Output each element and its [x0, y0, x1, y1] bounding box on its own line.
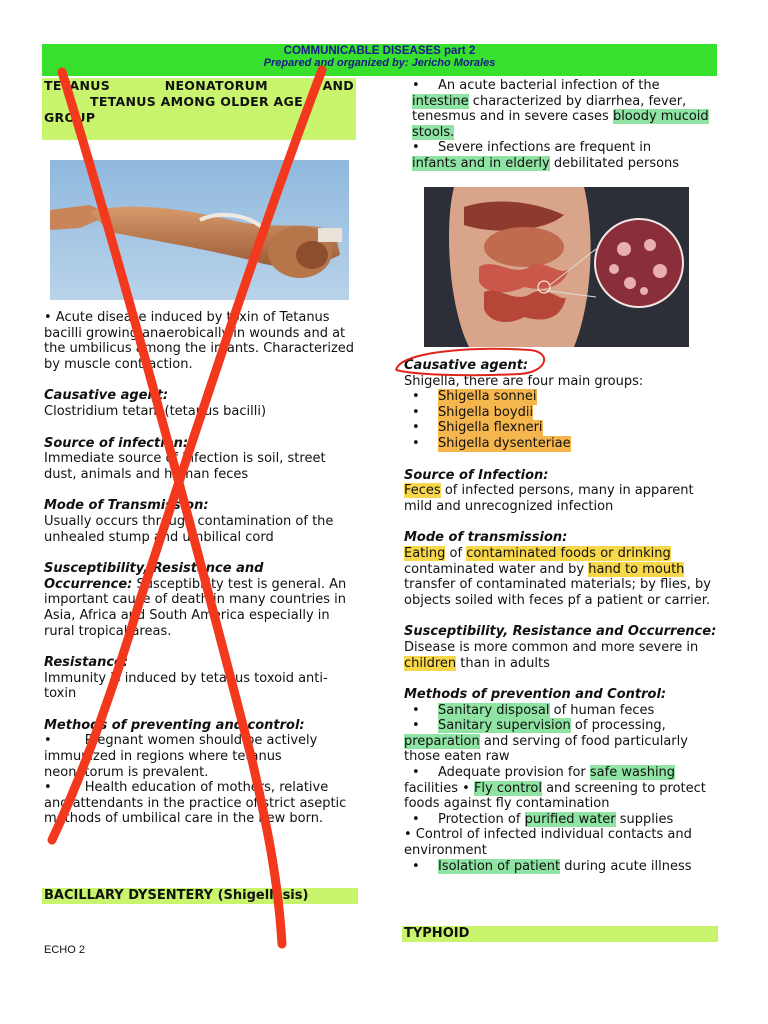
document-subtitle: Prepared and organized by: Jericho Morales [263, 57, 496, 69]
method-item-cont: facilities • Fly control and screening to protect foods against fly contamination [404, 780, 706, 812]
document-header [42, 44, 717, 76]
document-title: COMMUNICABLE DISEASES part 2 [283, 45, 476, 57]
title-line: TETANUS AMONG OLDER AGE [90, 94, 303, 109]
title-word: AND [322, 78, 354, 93]
title-line: GROUP [44, 110, 96, 125]
method-item: • Isolation of patient during acute illness [412, 858, 692, 874]
causative-agent-text: Shigella, there are four main groups: [404, 373, 644, 389]
tetanus-content [44, 310, 356, 827]
tetanus-method-item: • Pregnant women should be actively immunized in regions where tetanus neonatorum is prevalent. [44, 733, 318, 780]
typhoid-heading: TYPHOID [402, 926, 718, 942]
shigella-item: • Shigella sonnei [412, 389, 537, 405]
intestine-illustration [424, 187, 689, 347]
tetanus-causative-heading: Causative agent: [44, 388, 169, 404]
tetanus-susc-text: Susceptibility test is general. An important cause of death in many countries in Asia, Africa and South America especially in rural tropical areas. [44, 576, 347, 639]
tetanus-susc-heading: Susceptibility, Resistance and Occurrence: [44, 561, 264, 592]
tetanus-intro: • Acute disease induced by toxin of Tetanus bacilli growing anaerobically in wounds and at the umbilicus among the infants. Characterized by muscle contraction. [44, 310, 355, 372]
shigella-item: • Shigella dysenteriae [412, 435, 571, 451]
shigella-item: • Shigella flexneri [412, 420, 543, 436]
tetanus-causative-text: Clostridium tetani (tetanus bacilli) [44, 403, 267, 419]
tetanus-title [42, 78, 356, 140]
tetanus-resistance-text: Immunity is induced by tetanus toxoid anti-toxin [44, 670, 328, 702]
tetanus-mode-text-2: unhealed stump and umbilical cord [44, 529, 274, 545]
method-item: • Adequate provision for safe washing [412, 765, 676, 781]
tetanus-infant-photo [50, 160, 349, 300]
title-word: NEONATORUM [164, 78, 268, 93]
tetanus-source-heading: Source of infection: [44, 435, 189, 451]
tetanus-source-text: Immediate source of infection is soil, street dust, animals and human feces [44, 451, 326, 482]
tetanus-mode-text: Usually occurs through contamination of the [44, 513, 334, 529]
shigellosis-intro [404, 78, 719, 172]
intro-bullet: • An acute bacterial infection of the [412, 78, 660, 93]
mode-text: Eating of contaminated foods or drinking contaminated water and by hand to mouth transfer of contaminated materials; by flies, by objects soiled with feces pf a patient or carrier. [404, 545, 711, 608]
source-heading: Source of Infection: [404, 467, 549, 483]
tetanus-method-item: • Health education of mothers, relative and attendants in the practice of strict aseptic methods of umbilical care in the new born. [44, 780, 347, 827]
tetanus-resistance-heading: Resistance: [44, 655, 129, 671]
page-footer: ECHO 2 [44, 944, 85, 956]
title-word: TETANUS [44, 78, 111, 93]
bacillary-dysentery-heading: BACILLARY DYSENTERY (Shigellosis) [42, 888, 358, 904]
method-item: • Sanitary supervision of processing, [412, 718, 666, 734]
shigellosis-content [404, 358, 719, 874]
method-item: • Sanitary disposal of human feces [412, 702, 655, 718]
source-text: Feces of infected persons, many in apparent mild and unrecognized infection [404, 483, 694, 514]
method-item: • Protection of purified water supplies [412, 811, 674, 827]
mode-heading: Mode of transmission: [404, 530, 568, 546]
shigella-item: • Shigella boydii [412, 404, 534, 420]
intro-text: intestine characterized by diarrhea, fever, tenesmus and in severe cases bloody mucoid stools. [412, 93, 709, 140]
method-item: • Control of infected individual contacts and environment [404, 827, 692, 859]
methods-heading: Methods of prevention and Control: [404, 687, 667, 703]
intro-bullet: • Severe infections are frequent in [412, 140, 652, 156]
susc-text: Susceptibility, Resistance and Occurrence: Disease is more common and more severe in children than in adults [404, 624, 717, 671]
intro-text: infants and in elderly debilitated persons [412, 155, 680, 171]
method-item-cont: preparation and serving of food particularly those eaten raw [404, 733, 688, 765]
tetanus-methods-heading: Methods of preventing and control: [44, 717, 305, 733]
tetanus-mode-heading: Mode of Transmission: [44, 498, 209, 514]
causative-agent-heading: Causative agent: [404, 358, 529, 373]
